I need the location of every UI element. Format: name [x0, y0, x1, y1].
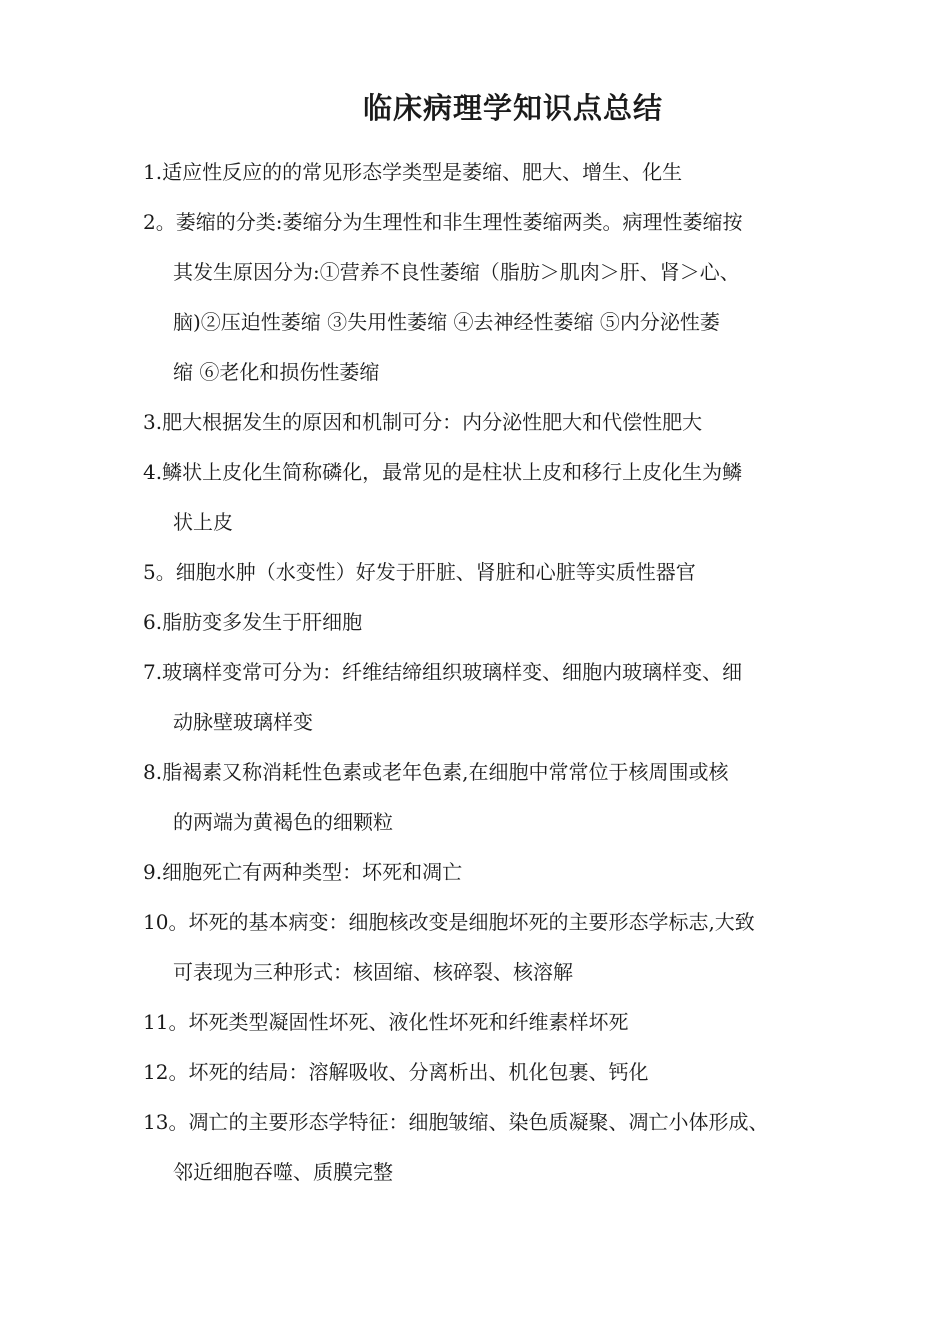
- item-line: 其发生原因分为:①营养不良性萎缩（脂肪＞肌肉＞肝、肾＞心、: [173, 260, 740, 284]
- list-item: [143, 997, 823, 1047]
- item-line: 动脉壁玻璃样变: [173, 710, 313, 734]
- item-line: 8.脂褐素又称消耗性色素或老年色素,在细胞中常常位于核周围或核: [143, 760, 729, 784]
- list-item: [143, 447, 823, 547]
- item-line: 2。萎缩的分类:萎缩分为生理性和非生理性萎缩两类。病理性萎缩按: [143, 210, 743, 234]
- knowledge-list: [143, 147, 823, 1197]
- page-title: 临床病理学知识点总结: [362, 91, 663, 125]
- list-item: [143, 197, 823, 397]
- item-line: 6.脂肪变多发生于肝细胞: [143, 610, 363, 634]
- list-item: [143, 747, 823, 847]
- item-line: 11。坏死类型凝固性坏死、液化性坏死和纤维素样坏死: [143, 1010, 629, 1034]
- item-line: 的两端为黄褐色的细颗粒: [173, 810, 393, 834]
- list-item: [143, 547, 823, 597]
- item-line: 缩 ⑥老化和损伤性萎缩: [173, 360, 380, 384]
- item-line: 12。坏死的结局：溶解吸收、分离析出、机化包裹、钙化: [143, 1060, 649, 1084]
- list-item: [143, 397, 823, 447]
- item-line: 脑)②压迫性萎缩 ③失用性萎缩 ④去神经性萎缩 ⑤内分泌性萎: [173, 310, 720, 334]
- item-line: 3.肥大根据发生的原因和机制可分：内分泌性肥大和代偿性肥大: [143, 410, 703, 434]
- list-item: [143, 1047, 823, 1097]
- item-line: 1.适应性反应的的常见形态学类型是萎缩、肥大、增生、化生: [143, 160, 683, 184]
- list-item: [143, 147, 823, 197]
- list-item: [143, 1097, 823, 1197]
- item-line: 5。细胞水肿（水变性）好发于肝脏、肾脏和心脏等实质性器官: [143, 560, 696, 584]
- list-item: [143, 847, 823, 897]
- item-line: 状上皮: [173, 510, 233, 534]
- list-item: [143, 597, 823, 647]
- item-line: 9.细胞死亡有两种类型：坏死和凋亡: [143, 860, 463, 884]
- list-item: [143, 897, 823, 997]
- item-line: 邻近细胞吞噬、质膜完整: [173, 1160, 393, 1184]
- item-line: 13。凋亡的主要形态学特征：细胞皱缩、染色质凝聚、凋亡小体形成、: [143, 1110, 769, 1134]
- item-line: 7.玻璃样变常可分为：纤维结缔组织玻璃样变、细胞内玻璃样变、细: [143, 660, 743, 684]
- item-line: 4.鳞状上皮化生简称磷化，最常见的是柱状上皮和移行上皮化生为鳞: [143, 460, 743, 484]
- list-item: [143, 647, 823, 747]
- item-line: 可表现为三种形式：核固缩、核碎裂、核溶解: [173, 960, 573, 984]
- item-line: 10。坏死的基本病变：细胞核改变是细胞坏死的主要形态学标志,大致: [143, 910, 755, 934]
